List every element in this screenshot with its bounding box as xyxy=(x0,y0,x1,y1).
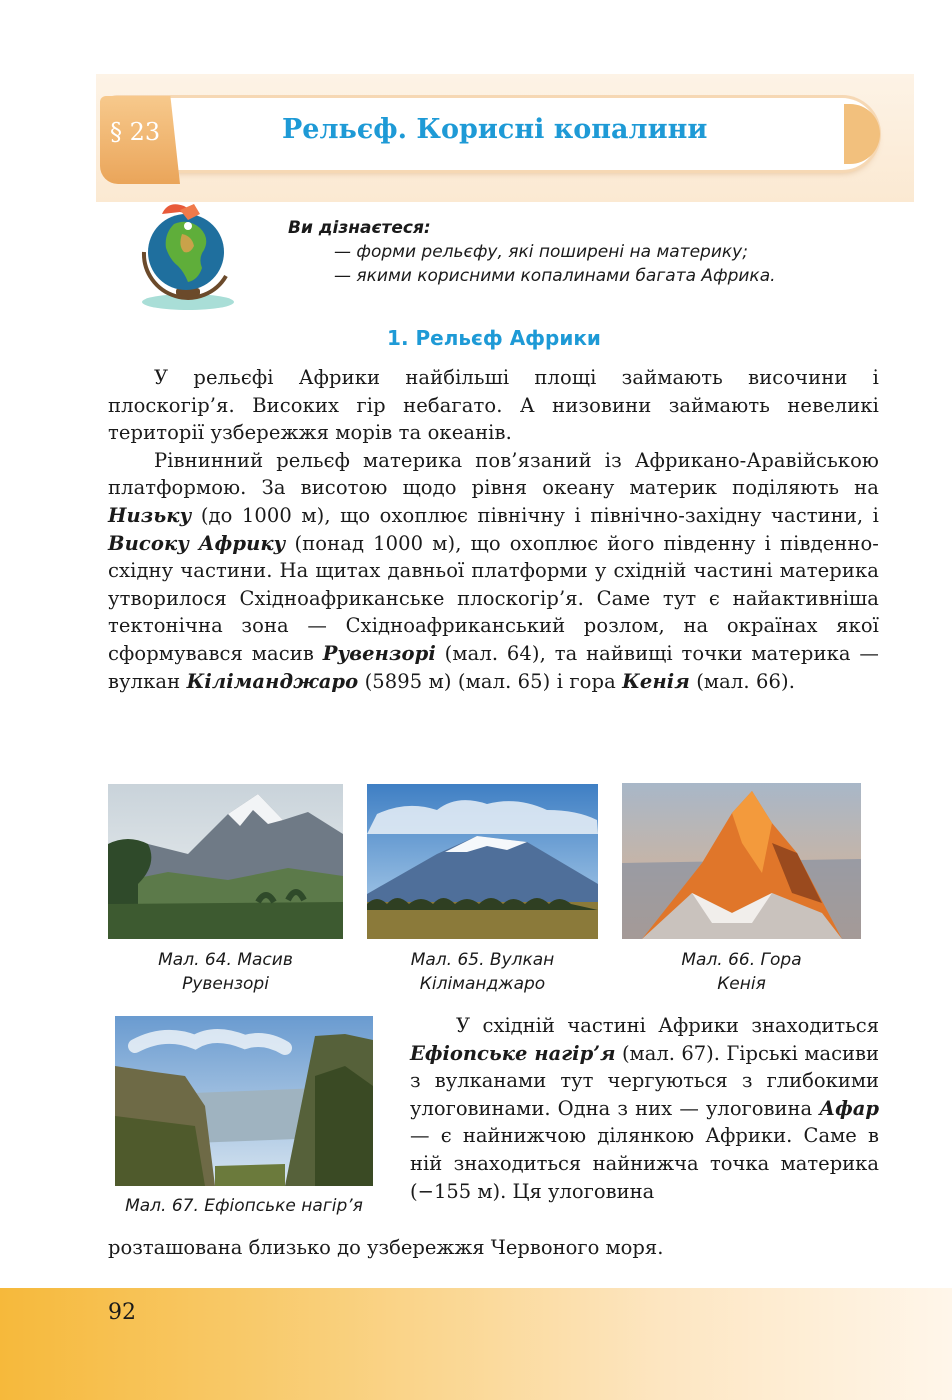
text-span: (понад 1000 м), що охоплює його південну і південно-східну частини. На щитах давньої платформи у східній частині материка утворилося Східноафриканське плоскогір’я. Саме тут є найактивніша тектонічна зона — Східноафриканський розлом, на окраїнах якої сформувався масив xyxy=(108,531,879,665)
caption-line: Рувензорі xyxy=(182,974,269,994)
chapter-title: Рельєф. Корисні копалини xyxy=(282,114,708,145)
term-high-africa: Високу Африку xyxy=(108,531,286,555)
text-span: (до 1000 м), що охоплює північну і північно-західну частини, і xyxy=(191,503,879,527)
text-span: — є найнижчою ділянкою Африки. Саме в ній знаходиться найнижча точка материка (−155 м). Ця улоговина xyxy=(410,1124,879,1203)
term-afar: Афар xyxy=(819,1096,879,1120)
learning-objectives-title: Ви дізнаєтеся: xyxy=(288,218,431,238)
footer-band xyxy=(0,1288,952,1400)
text-span: (5895 м) (мал. 65) і гора xyxy=(358,669,623,693)
photo-rwenzori xyxy=(108,784,343,939)
paragraph xyxy=(108,447,879,695)
figure-caption xyxy=(367,948,598,996)
photo-kilimanjaro xyxy=(367,784,598,939)
main-text xyxy=(108,364,879,695)
figure-caption xyxy=(115,1194,373,1218)
text-span: Рівнинний рельєф материка пов’язаний із Африкано-Аравійською платформою. За висотою щодо рівня океану материк поділяють на xyxy=(108,448,879,500)
term-low-africa: Низьку xyxy=(108,503,192,527)
text-span: У східній частині Африки знаходиться xyxy=(456,1014,879,1037)
text-span: (мал. 64), та найвищі точки материка — вулкан xyxy=(108,641,879,693)
figure-caption xyxy=(108,948,343,996)
learning-objectives xyxy=(288,216,776,288)
side-text xyxy=(410,1012,879,1205)
photo-mount-kenya xyxy=(622,783,861,939)
caption-line: Мал. 64. Масив xyxy=(158,950,293,970)
term-ethiopian-highlands: Ефіопське нагір’я xyxy=(410,1041,616,1065)
paragraph xyxy=(410,1012,879,1205)
figure-caption xyxy=(622,948,861,996)
caption-line: Кенія xyxy=(717,974,766,994)
caption-line: Кіліманджаро xyxy=(419,974,546,994)
section-heading: 1. Рельєф Африки xyxy=(387,326,601,350)
globe-icon xyxy=(122,196,250,312)
paragraph-continuation: розташована близько до узбережжя Червоного моря. xyxy=(108,1236,664,1259)
section-number: § 23 xyxy=(110,118,161,146)
page-number: 92 xyxy=(108,1300,136,1325)
caption-line: Мал. 65. Вулкан xyxy=(410,950,555,970)
text-span: (мал. 66). xyxy=(689,669,795,693)
caption-line: Мал. 66. Гора xyxy=(681,950,802,970)
learning-objective: — якими корисними копалинами багата Африка. xyxy=(334,266,776,286)
term-kenya: Кенія xyxy=(622,669,690,693)
paragraph: У рельєфі Африки найбільші площі займають височини і плоскогір’я. Високих гір небагато. А низовини займають невеликі території узбережжя морів та океанів. xyxy=(108,366,879,445)
learning-objective: — форми рельєфу, які поширені на материку; xyxy=(334,242,748,262)
term-rwenzori: Рувензорі xyxy=(322,641,436,665)
text-span: (мал. 67). Гірські масиви з вулканами тут чергуються з глибокими улоговинами. Одна з них — улоговина xyxy=(410,1041,880,1120)
caption-line: Мал. 67. Ефіопське нагір’я xyxy=(125,1196,363,1216)
term-kilimanjaro: Кіліманджаро xyxy=(186,669,359,693)
photo-ethiopian-highlands xyxy=(115,1016,373,1186)
